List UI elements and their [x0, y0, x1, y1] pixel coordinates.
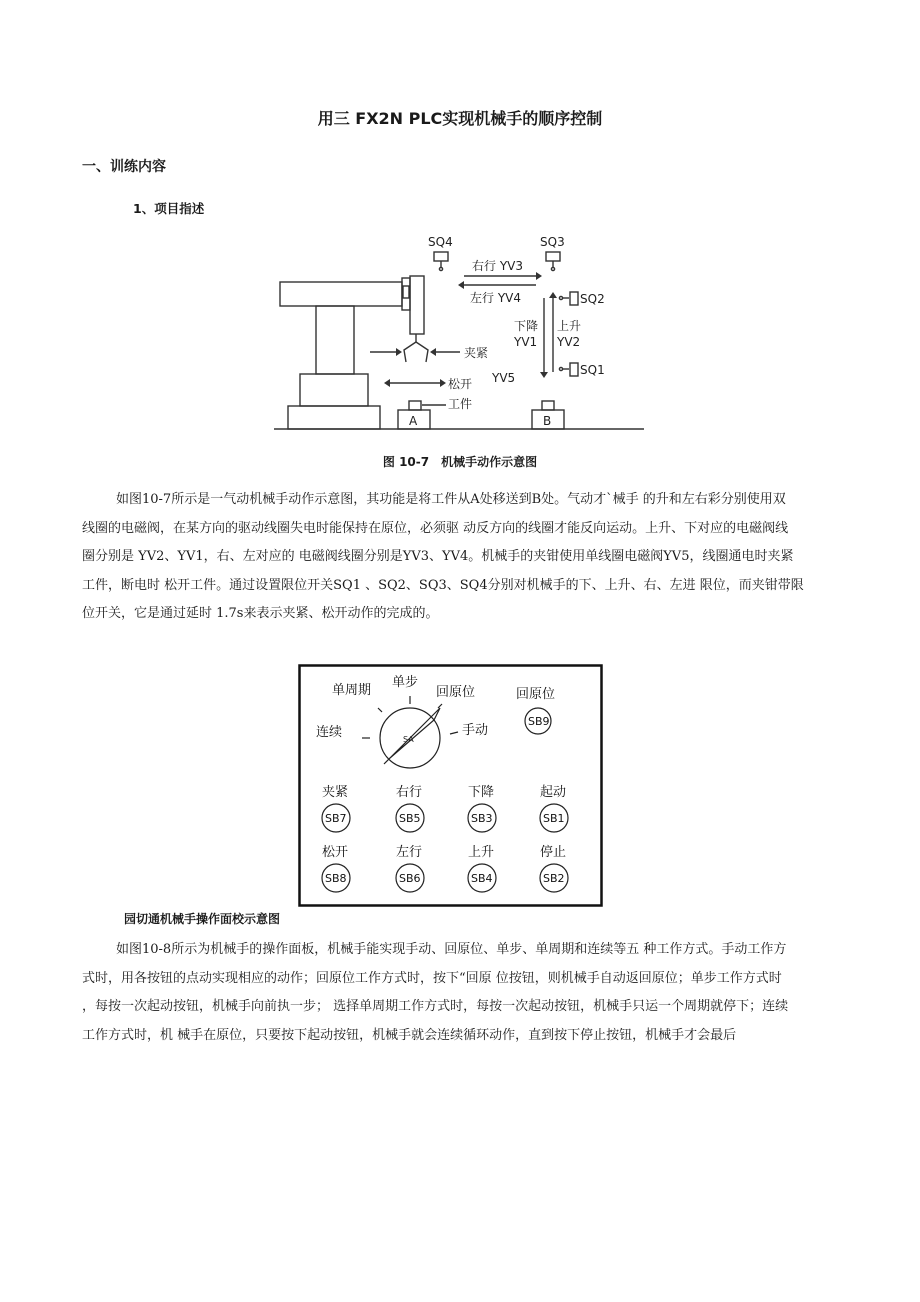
paragraph-line: 位开关，它是通过延时 1.7s来表示夹紧、松开动作的完成的。: [82, 606, 439, 622]
label-yv1: YV1: [514, 335, 538, 349]
workpiece: [409, 401, 421, 410]
operation-panel: [298, 664, 604, 908]
section-heading: 一、训练内容: [82, 159, 166, 175]
label-sq2: SQ2: [580, 292, 605, 306]
button-id: SB4: [471, 872, 493, 885]
label-sq1: SQ1: [580, 363, 605, 377]
paragraph-line: 工件，断电时 松开工件。通过设置限位开关SQ1 、SQ2、SQ3、SQ4分别对机械手的下、上升、右、左进 限位，而夹钳带限: [82, 577, 804, 593]
mode-continuous: 连续: [316, 725, 343, 740]
row1-label: 下降: [468, 785, 495, 800]
row1-label: 起动: [540, 785, 567, 800]
paragraph-line: ，每按一次起动按钮，机械手向前执一步； 选择单周期工作方式时，每按一次起动按钮，机械手只运一个周期就停下；连续: [82, 999, 789, 1015]
label-clamp: 夹紧: [464, 346, 489, 360]
mode-manual: 手动: [462, 723, 489, 738]
button-id: SB5: [399, 812, 421, 825]
robot-wrist-block: [410, 276, 424, 334]
paragraph-line: 圈分别是 YV2、YV1，右、左对应的 电磁阀线圈分别是YV3、YV4。机械手的夹钳使用单线圈电磁阀YV5，线圈通电时夹紧: [82, 549, 794, 565]
label-a: A: [409, 414, 418, 428]
mode-single-step: 单步: [392, 675, 419, 690]
gripper-left-jaw: [404, 342, 416, 362]
figure-caption-2: 园切通机械手操作面校示意图: [124, 912, 281, 926]
label-workpiece: 工件: [448, 397, 473, 411]
row1-label: 右行: [396, 785, 423, 800]
label-up: 上升: [557, 319, 582, 333]
paragraph-1: [82, 486, 830, 629]
sq4-switch: [434, 252, 448, 261]
paragraph-line: 线圈的电磁阀，在某方向的驱动线圈失电时能保持在原位，必须驱 动反方向的线圈才能反向运动。上升、下对应的电磁阀线: [82, 520, 789, 536]
home-button[interactable]: [525, 708, 551, 734]
button-id: SB7: [325, 812, 347, 825]
robot-column: [316, 306, 354, 374]
subsection-heading: 1、项目指述: [133, 201, 205, 216]
paragraph-line: 式时，用各按钮的点动实现相应的动作；回原位工作方式时，按下“回原 位按钮，则机械手自动返回原位；单步工作方式时: [82, 970, 782, 986]
selector-sa: SA: [403, 735, 414, 744]
button-id: SB8: [325, 872, 347, 885]
row2-label: 左行: [396, 845, 423, 860]
row1-label: 夹紧: [322, 785, 349, 800]
paragraph-2: [82, 936, 830, 1050]
label-release: 松开: [448, 377, 473, 391]
row2-label: 停止: [540, 845, 567, 860]
button-id: SB1: [543, 812, 565, 825]
robot-base-upper: [300, 374, 368, 406]
label-left-yv4: 左行 YV4: [470, 291, 521, 305]
button-id: SB6: [399, 872, 421, 885]
label-down: 下降: [514, 319, 539, 333]
label-yv2: YV2: [557, 335, 581, 349]
paragraph-line: 如图10-8所示为机械手的操作面板，机械手能实现手动、回原位、单步、单周期和连续等五 种工作方式。手动工作方: [116, 942, 787, 957]
home-button-id: SB9: [528, 715, 550, 728]
home-button-label: 回原位: [516, 687, 556, 702]
gripper-right-jaw: [416, 342, 428, 362]
button-id: SB2: [543, 872, 565, 885]
label-right-yv3: 右行 YV3: [472, 259, 523, 273]
robot-base-lower: [288, 406, 380, 429]
label-sq3: SQ3: [540, 235, 565, 249]
robot-arm: [280, 282, 402, 306]
label-yv5: YV5: [492, 371, 516, 385]
label-b: B: [543, 414, 552, 428]
paragraph-line: 工作方式时，机 械手在原位，只要按下起动按钮，机械手就会连续循环动作，直到按下停止按钮，机械手才会最后: [82, 1027, 737, 1043]
manipulator-diagram: [270, 230, 650, 438]
sq2-switch: [570, 292, 578, 305]
mode-single-cycle: 单周期: [332, 683, 372, 698]
label-sq4: SQ4: [428, 235, 453, 249]
paragraph-line: 如图10-7所示是一气动机械手动作示意图，其功能是将工件从A处移送到B处。气动才`械手 的升和左右彩分别使用双: [116, 492, 786, 507]
row2-label: 上升: [468, 845, 495, 860]
button-id: SB3: [471, 812, 493, 825]
page-title: 用三 FX2N PLC实现机械手的顺序控制: [317, 109, 603, 128]
mode-home: 回原位: [436, 685, 476, 700]
sq1-switch: [570, 363, 578, 376]
row2-label: 松开: [322, 845, 349, 860]
robot-wrist-cap: [403, 286, 409, 298]
figure-caption-1: 图 10-7 机械手动作示意图: [382, 455, 538, 469]
sq3-switch: [546, 252, 560, 261]
mode-selector: [362, 696, 458, 768]
